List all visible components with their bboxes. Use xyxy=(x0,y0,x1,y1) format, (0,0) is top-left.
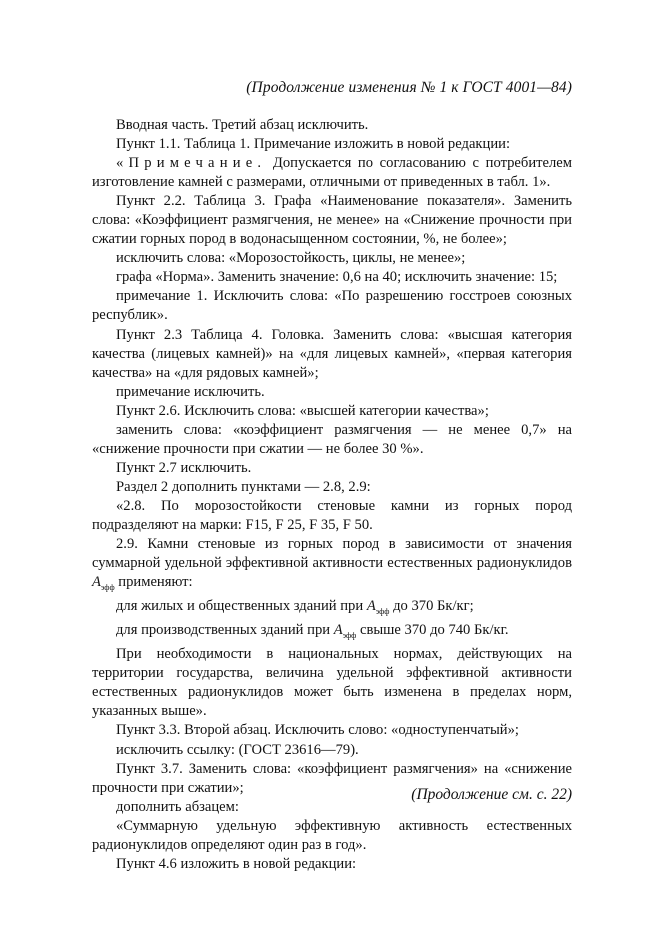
paragraph-item-2-8: «2.8. По морозостойкости стеновые камни из горных пород подразделяют на марки: F15, F 25, F 35, F 50. xyxy=(92,497,572,533)
paragraph-industrial xyxy=(92,621,572,645)
paragraph-item-2-6: Пункт 2.6. Исключить слова: «высшей категории качества»; xyxy=(116,402,489,419)
paragraph-add-paragraph: дополнить абзацем: xyxy=(116,798,239,815)
activity-symbol xyxy=(366,598,390,617)
paragraph-residential xyxy=(92,597,572,621)
paragraph-item-4-6: Пункт 4.6 изложить в новой редакции: xyxy=(116,855,357,872)
text-segment: 2.9. Камни стеновые из горных пород в зависимости от значения суммарной удельной эффективной активности естественных радионуклидов xyxy=(92,536,572,572)
paragraph-intro: Вводная часть. Третий абзац исключить. xyxy=(116,117,369,133)
paragraph-section-2-add: Раздел 2 дополнить пунктами — 2.8, 2.9: xyxy=(116,478,371,495)
note-text: Допускается по согласованию с потребителем изготовление камней с размерами, отличными от приведенных в табл. 1». xyxy=(92,155,572,191)
paragraph-national-norms: При необходимости в национальных нормах, действующих на территории государства, величина удельной эффективной активности естественных радионуклидов может быть изменена в пределах норм, указанных выше». xyxy=(92,646,572,720)
paragraph-note xyxy=(92,154,572,192)
paragraph-exclude-reference: исключить ссылку: (ГОСТ 23616—79). xyxy=(116,741,359,758)
paragraph-item-1-1: Пункт 1.1. Таблица 1. Примечание изложить в новой редакции: xyxy=(116,136,510,153)
text-segment: для жилых и общественных зданий при xyxy=(116,598,367,615)
paragraph-note-exclude: примечание исключить. xyxy=(116,383,265,400)
symbol-letter: A xyxy=(92,574,101,591)
paragraph-note-1: примечание 1. Исключить слова: «По разрешению госстроев союзных республик». xyxy=(92,288,572,324)
paragraph-norm-column: графа «Норма». Заменить значение: 0,6 на 40; исключить значение: 15; xyxy=(116,269,558,286)
document-body xyxy=(92,116,572,874)
page-header: (Продолжение изменения № 1 к ГОСТ 4001—84) xyxy=(246,79,572,96)
text-segment: до 370 Бк/кг; xyxy=(389,598,474,615)
paragraph-item-2-7: Пункт 2.7 исключить. xyxy=(116,459,252,476)
paragraph-total-activity: «Суммарную удельную эффективную активность естественных радионуклидов определяют один раз в год». xyxy=(92,817,572,853)
symbol-subscript: эфф xyxy=(375,607,390,617)
paragraph-replace-softening: заменить слова: «коэффициент размягчения — не менее 0,7» на «снижение прочности при сжатии — не более 30 %». xyxy=(92,421,572,457)
activity-symbol xyxy=(333,622,357,641)
symbol-subscript: эфф xyxy=(100,583,115,593)
page-footer-continuation: (Продолжение см. с. 22) xyxy=(411,786,572,803)
paragraph-item-2-3: Пункт 2.3 Таблица 4. Головка. Заменить слова: «высшая категория качества (лицевых камней)» на «для лицевых камней», «первая категория качества» на «для рядовых камней»; xyxy=(92,326,572,381)
paragraph-item-2-2: Пункт 2.2. Таблица 3. Графа «Наименование показателя». Заменить слова: «Коэффициент размягчения, не менее» на «Снижение прочности при сжатии горных пород в водонасыщенном состоянии, %, не более»; xyxy=(92,193,572,248)
symbol-letter: A xyxy=(333,622,343,639)
note-label: «Примечание. xyxy=(116,155,267,172)
text-segment: применяют: xyxy=(114,574,193,591)
paragraph-item-3-3: Пункт 3.3. Второй абзац. Исключить слово: «одноступенчатый»; xyxy=(116,722,519,739)
paragraph-exclude-frost: исключить слова: «Морозостойкость, циклы, не менее»; xyxy=(116,250,466,267)
paragraph-item-2-9 xyxy=(92,535,572,597)
symbol-subscript: эфф xyxy=(342,631,357,641)
text-segment: для производственных зданий при xyxy=(116,622,334,639)
paragraph-item-3-7: Пункт 3.7. Заменить слова: «коэффициент размягчения» на «снижение прочности при сжатии»; xyxy=(92,760,572,796)
activity-symbol xyxy=(92,574,115,593)
symbol-letter: A xyxy=(366,598,376,615)
text-segment: свыше 370 до 740 Бк/кг. xyxy=(356,622,509,639)
